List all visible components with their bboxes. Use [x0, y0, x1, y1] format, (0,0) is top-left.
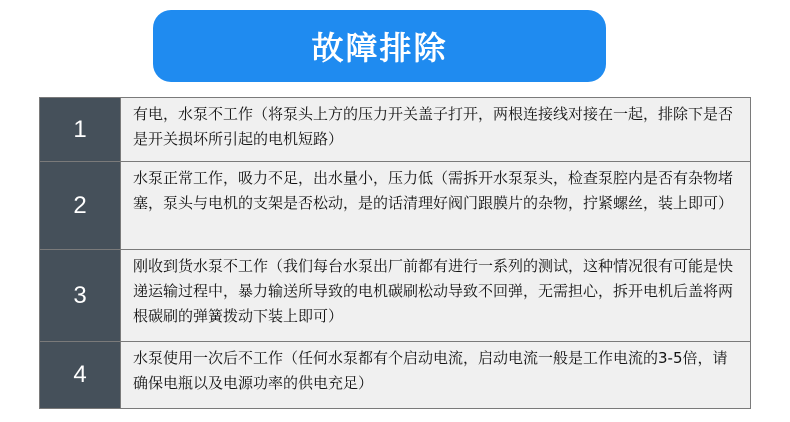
table-row	[40, 162, 750, 249]
row-text: 有电，水泵不工作（将泵头上方的压力开关盖子打开，两根连接线对接在一起，排除下是否是开关损坏所引起的电机短路）	[121, 98, 750, 161]
row-number: 4	[40, 342, 120, 408]
row-text: 水泵正常工作，吸力不足，出水量小，压力低（需拆开水泵泵头，检查泵腔内是否有杂物堵塞，泵头与电机的支架是否松动，是的话清理好阀门跟膜片的杂物，拧紧螺丝，装上即可）	[121, 162, 750, 249]
row-number: 3	[40, 250, 120, 341]
page-title: 故障排除	[153, 10, 606, 82]
table-row	[40, 342, 750, 408]
row-text: 刚收到货水泵不工作（我们每台水泵出厂前都有进行一系列的测试，这种情况很有可能是快递运输过程中，暴力输送所导致的电机碳刷松动导致不回弹，无需担心，拆开电机后盖将两根碳刷的弹簧拨动下装上即可）	[121, 250, 750, 341]
troubleshooting-table	[39, 97, 751, 409]
row-text: 水泵使用一次后不工作（任何水泵都有个启动电流，启动电流一般是工作电流的3-5倍，请确保电瓶以及电源功率的供电充足）	[121, 342, 750, 408]
table-row	[40, 250, 750, 341]
row-number: 1	[40, 98, 120, 161]
row-number: 2	[40, 162, 120, 249]
table-row	[40, 98, 750, 161]
